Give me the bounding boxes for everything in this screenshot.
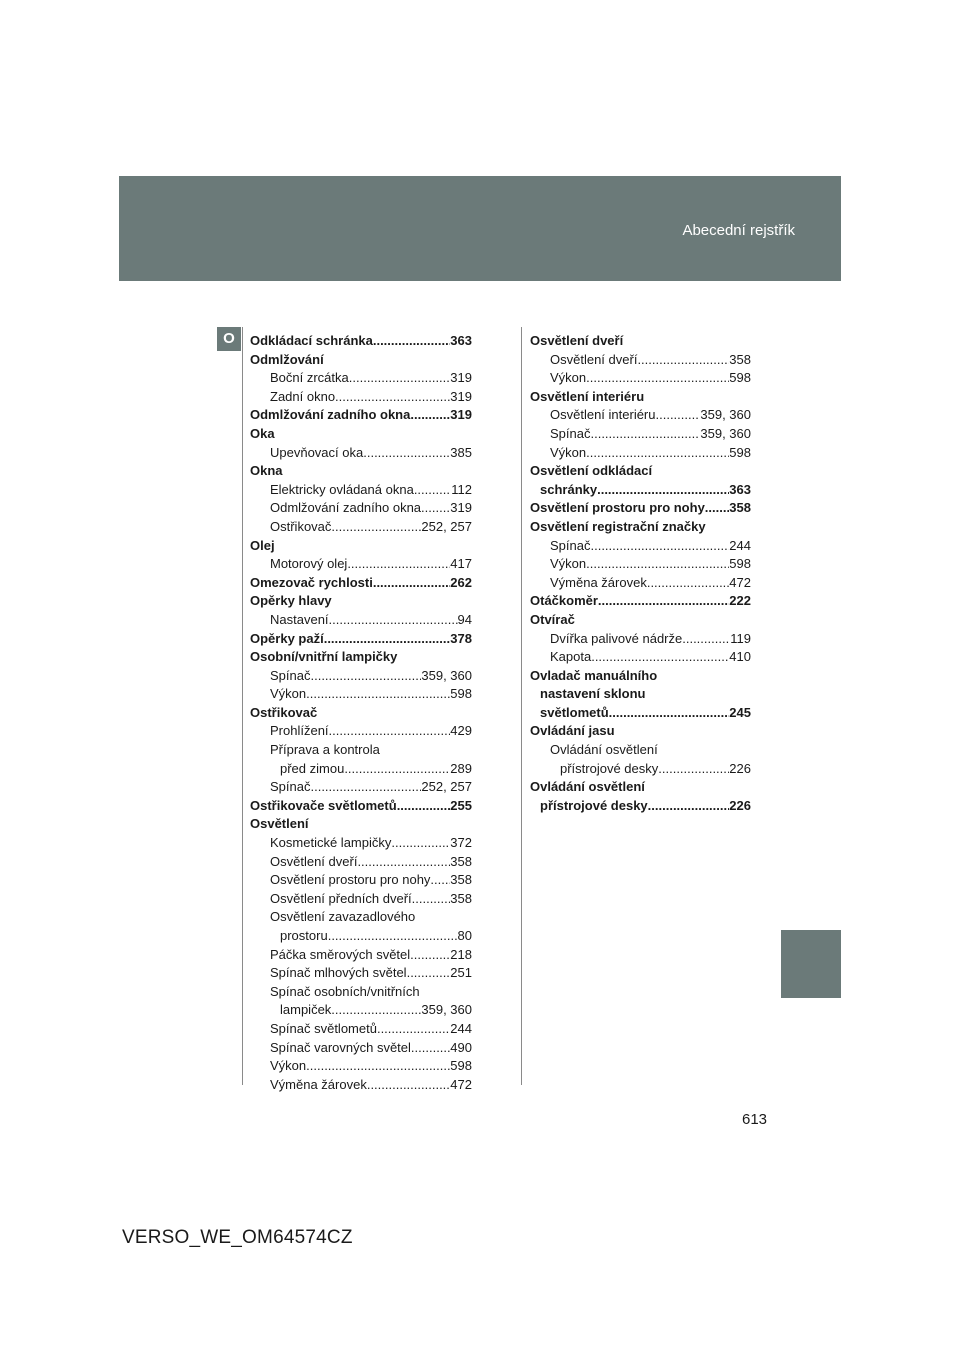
dot-leader (411, 1039, 450, 1058)
index-page-ref: 358 (729, 351, 751, 367)
index-entry (250, 667, 472, 686)
section-title: Abecední rejstřík (682, 222, 795, 239)
index-term: Omezovač rychlosti (250, 574, 373, 590)
dot-leader (397, 797, 451, 816)
dot-leader (349, 369, 451, 388)
index-entry (530, 462, 751, 481)
index-entry (250, 1076, 472, 1095)
dot-leader (591, 648, 729, 667)
index-term: Osvětlení zavazadlového (270, 909, 416, 925)
index-term: přístrojové desky (540, 797, 648, 813)
index-page-ref: 218 (450, 946, 472, 962)
index-entry (250, 611, 472, 630)
dot-leader (410, 406, 450, 425)
index-page-ref: 410 (729, 649, 751, 665)
index-entry (250, 1001, 472, 1020)
dot-leader (421, 499, 450, 518)
index-page-ref: 598 (729, 370, 751, 386)
index-page-ref: 359, 360 (700, 407, 751, 423)
index-page-ref: 244 (450, 1020, 472, 1036)
index-entry (530, 611, 751, 630)
index-entry (530, 592, 751, 611)
index-page-ref: 245 (729, 704, 751, 720)
index-page-ref: 363 (450, 333, 472, 348)
index-letter-tab: O (217, 327, 241, 351)
index-entry (530, 481, 751, 500)
index-term: Ostřikovače světlometů (250, 797, 397, 813)
dot-leader (367, 1076, 450, 1095)
index-page-ref: 429 (450, 723, 472, 739)
index-page-ref: 598 (450, 1058, 472, 1074)
index-entry (250, 406, 472, 425)
index-page-ref: 222 (729, 593, 751, 609)
index-entry (250, 834, 472, 853)
index-term: Opěrky paží (250, 630, 324, 646)
dot-leader (590, 537, 729, 556)
index-page-ref: 251 (450, 965, 472, 981)
dot-leader (377, 1020, 450, 1039)
index-entry (250, 1020, 472, 1039)
index-page-ref: 490 (450, 1039, 472, 1055)
index-entry (530, 685, 751, 704)
index-entry (250, 630, 472, 649)
index-page-ref: 252, 257 (421, 779, 472, 795)
dot-leader (344, 760, 450, 779)
index-term: Opěrky hlavy (250, 593, 332, 609)
dot-leader (357, 853, 450, 872)
index-entry (250, 890, 472, 909)
dot-leader (335, 388, 450, 407)
dot-leader (329, 611, 458, 630)
index-entry (250, 983, 472, 1002)
index-page-ref: 119 (730, 630, 751, 646)
index-term: Motorový olej (270, 556, 348, 572)
index-term: Odkládací schránka (250, 333, 373, 348)
index-entry (250, 574, 472, 593)
index-term: Výkon (550, 370, 587, 386)
index-term: před zimou (280, 760, 345, 776)
index-entry (530, 499, 751, 518)
index-term: Výkon (270, 1058, 307, 1074)
index-page-ref: 319 (450, 407, 472, 423)
index-page-ref: 226 (729, 797, 751, 813)
index-entry (530, 667, 751, 686)
index-term: nastavení sklonu (540, 686, 646, 702)
index-page-ref: 472 (729, 574, 751, 590)
index-term: Spínač mlhových světel (270, 965, 407, 981)
index-term: Výkon (550, 444, 587, 460)
index-term: Dvířka palivové nádrže (550, 630, 683, 646)
document-code: VERSO_WE_OM64574CZ (122, 1227, 353, 1248)
index-term: Osvětlení předních dveří (270, 890, 412, 906)
index-term: Ostřikovač (270, 518, 332, 534)
column-divider-right (521, 327, 522, 1085)
index-entry (530, 648, 751, 667)
index-term: Osobní/vnitřní lampičky (250, 649, 398, 665)
index-page-ref: 598 (450, 686, 472, 702)
index-term: Příprava a kontrola (270, 742, 380, 758)
index-entry (250, 425, 472, 444)
chapter-side-tab (781, 930, 841, 998)
dot-leader (637, 351, 729, 370)
dot-leader (310, 778, 421, 797)
index-page-ref: 358 (450, 890, 472, 906)
dot-leader (363, 444, 450, 463)
index-entry (250, 499, 472, 518)
index-entry (250, 815, 472, 834)
index-term: Okna (250, 463, 283, 479)
index-entry (530, 444, 751, 463)
index-term: Osvětlení dveří (270, 853, 358, 869)
index-term: Ovládání osvětlení (530, 779, 645, 795)
index-term: Kosmetické lampičky (270, 835, 392, 851)
index-page-ref: 319 (450, 388, 472, 404)
index-entry (250, 927, 472, 946)
index-term: Ovladač manuálního (530, 667, 658, 683)
index-entry (530, 741, 751, 760)
index-entry (250, 332, 472, 351)
index-term: Spínač (270, 779, 311, 795)
index-page-ref: 289 (450, 760, 472, 776)
index-entry (250, 853, 472, 872)
index-page-ref: 385 (450, 444, 472, 460)
dot-leader (586, 555, 729, 574)
column-divider-left (242, 327, 243, 1085)
dot-leader (347, 555, 450, 574)
dot-leader (647, 574, 729, 593)
index-term: Osvětlení dveří (530, 333, 624, 348)
index-entry (530, 425, 751, 444)
index-term: Zadní okno (270, 388, 336, 404)
index-page-ref: 112 (451, 481, 472, 497)
index-page-ref: 359, 360 (421, 1002, 472, 1018)
dot-leader (410, 946, 450, 965)
dot-leader (306, 1057, 450, 1076)
index-term: Spínač varovných světel (270, 1039, 411, 1055)
index-page-ref: 378 (450, 630, 472, 646)
dot-leader (328, 927, 458, 946)
index-entry (250, 722, 472, 741)
dot-leader (656, 406, 701, 425)
index-term: Nastavení (270, 611, 329, 627)
index-page-ref: 472 (450, 1076, 472, 1092)
index-page-ref: 598 (729, 444, 751, 460)
index-entry (250, 592, 472, 611)
index-page-ref: 417 (450, 556, 472, 572)
index-entry (250, 797, 472, 816)
index-entry (530, 351, 751, 370)
index-entry (530, 537, 751, 556)
index-term: Osvětlení (250, 816, 309, 832)
index-entry (530, 630, 751, 649)
index-term: Osvětlení interiéru (550, 407, 656, 423)
dot-leader (331, 518, 421, 537)
dot-leader (648, 797, 730, 816)
index-entry (250, 537, 472, 556)
index-page-ref: 94 (457, 611, 472, 627)
index-entry (250, 369, 472, 388)
index-entry (250, 778, 472, 797)
dot-leader (324, 630, 451, 649)
dot-leader (414, 481, 451, 500)
index-term: Osvětlení interiéru (530, 388, 645, 404)
dot-leader (412, 890, 451, 909)
index-term: Spínač (270, 667, 311, 683)
index-page-ref: 358 (450, 853, 472, 869)
index-entry (250, 760, 472, 779)
dot-leader (609, 704, 730, 723)
index-term: Upevňovací oka (270, 444, 364, 460)
index-term: Osvětlení prostoru pro nohy (270, 872, 431, 888)
index-term: Osvětlení odkládací (530, 463, 653, 479)
index-column-left (250, 332, 472, 1094)
index-term: Výměna žárovek (550, 574, 647, 590)
index-entry (530, 555, 751, 574)
index-page-ref: 372 (450, 835, 472, 851)
dot-leader (682, 630, 730, 649)
dot-leader (391, 834, 450, 853)
index-term: Výkon (270, 686, 307, 702)
index-entry (530, 704, 751, 723)
index-entry (530, 369, 751, 388)
index-page-ref: 252, 257 (421, 518, 472, 534)
index-entry (530, 574, 751, 593)
index-page-ref: 359, 360 (700, 425, 751, 441)
index-term: Páčka směrových světel (270, 946, 411, 962)
index-entry (250, 946, 472, 965)
index-entry (250, 871, 472, 890)
index-entry (530, 778, 751, 797)
dot-leader (306, 685, 450, 704)
index-page-ref: 359, 360 (421, 667, 472, 683)
index-term: Otáčkoměr (530, 593, 598, 609)
index-page-ref: 244 (729, 537, 751, 553)
index-term: Ostřikovač (250, 704, 318, 720)
index-term: Oka (250, 425, 275, 441)
index-term: Odmlžování (250, 351, 324, 367)
index-page-ref: 363 (729, 481, 751, 497)
index-term: Spínač osobních/vnitřních (270, 983, 420, 999)
page-number: 613 (742, 1111, 768, 1128)
index-term: Osvětlení prostoru pro nohy (530, 500, 705, 516)
index-term: Olej (250, 537, 275, 553)
dot-leader (310, 667, 421, 686)
index-entry (530, 722, 751, 741)
index-entry (250, 648, 472, 667)
dot-leader (331, 1001, 421, 1020)
index-term: Elektricky ovládaná okna (270, 481, 414, 497)
index-entry (250, 964, 472, 983)
index-term: Boční zrcátka (270, 370, 349, 386)
index-page-ref: 262 (450, 574, 472, 590)
dot-leader (373, 574, 450, 593)
index-page-ref: 319 (450, 500, 472, 516)
index-entry (250, 704, 472, 723)
index-term: Spínač (550, 425, 591, 441)
dot-leader (373, 332, 450, 351)
dot-leader (598, 592, 729, 611)
index-entry (250, 518, 472, 537)
dot-leader (705, 499, 730, 518)
index-entry (530, 518, 751, 537)
dot-leader (430, 871, 450, 890)
index-entry (530, 388, 751, 407)
index-term: Výměna žárovek (270, 1076, 367, 1092)
index-entry (250, 1039, 472, 1058)
dot-leader (329, 722, 451, 741)
index-entry (250, 481, 472, 500)
dot-leader (407, 964, 451, 983)
section-header-band (119, 176, 841, 281)
index-term: Osvětlení dveří (550, 351, 638, 367)
index-entry (250, 685, 472, 704)
index-entry (250, 351, 472, 370)
index-entry (530, 797, 751, 816)
index-term: přístrojové desky (560, 760, 659, 776)
index-term: Kapota (550, 649, 592, 665)
index-term: Ovládání osvětlení (550, 742, 658, 758)
index-term: Spínač světlometů (270, 1020, 377, 1036)
index-entry (250, 388, 472, 407)
dot-leader (586, 369, 729, 388)
index-entry (530, 760, 751, 779)
index-page-ref: 80 (457, 928, 472, 943)
index-term: Výkon (550, 556, 587, 572)
index-term: Spínač (550, 537, 591, 553)
index-term: schránky (540, 481, 598, 497)
index-entry (530, 406, 751, 425)
index-page-ref: 358 (450, 872, 472, 888)
index-entry (250, 741, 472, 760)
index-term: prostoru (280, 928, 328, 943)
index-entry (250, 444, 472, 463)
index-term: lampiček (280, 1002, 332, 1018)
index-term: Odmlžování zadního okna (270, 500, 422, 516)
dot-leader (590, 425, 700, 444)
index-entry (250, 1057, 472, 1076)
index-page-ref: 598 (729, 556, 751, 572)
index-term: Odmlžování zadního okna (250, 407, 411, 423)
index-term: Otvírač (530, 611, 575, 627)
index-page-ref: 226 (729, 760, 751, 776)
index-entry (530, 332, 751, 351)
index-entry (250, 908, 472, 927)
dot-leader (586, 444, 729, 463)
dot-leader (658, 760, 729, 779)
index-page-ref: 255 (450, 797, 472, 813)
index-entry (250, 462, 472, 481)
index-term: světlometů (540, 704, 609, 720)
index-term: Ovládání jasu (530, 723, 615, 739)
index-term: Prohlížení (270, 723, 329, 739)
index-page-ref: 358 (729, 500, 751, 516)
dot-leader (597, 481, 729, 500)
index-entry (250, 555, 472, 574)
index-term: Osvětlení registrační značky (530, 518, 706, 534)
index-column-right (530, 332, 751, 815)
index-page-ref: 319 (450, 370, 472, 386)
